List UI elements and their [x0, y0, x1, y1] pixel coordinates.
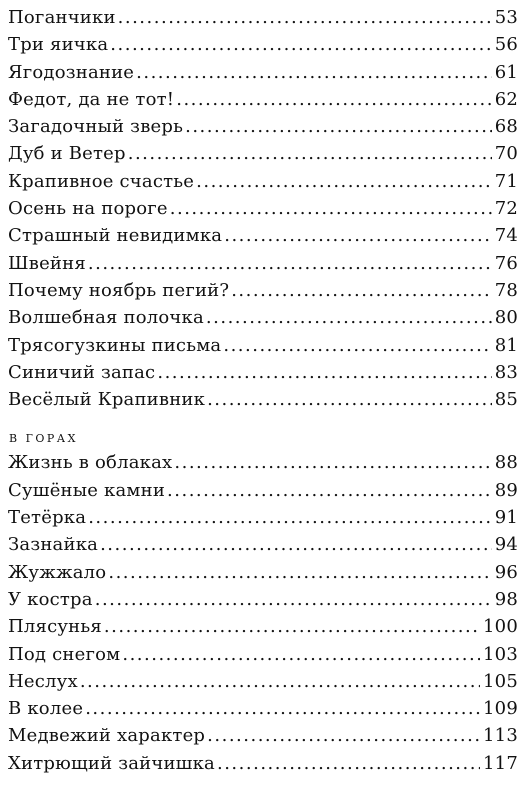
toc-entry-title: Хитрющий зайчишка	[8, 752, 215, 774]
toc-entry	[8, 695, 518, 722]
toc-leader-dots	[88, 504, 492, 531]
toc-entry-title: Трясогузкины письма	[8, 334, 222, 356]
toc-leader-dots	[95, 586, 492, 613]
toc-entry-page: 71	[494, 170, 518, 192]
toc-entry-title: Жужжало	[8, 561, 107, 583]
toc-leader-dots	[170, 195, 492, 222]
toc-entry	[8, 586, 518, 613]
toc-entry-title: Швейня	[8, 252, 86, 274]
toc-entry	[8, 477, 518, 504]
section-heading: В ГОРАХ	[9, 432, 78, 446]
toc-entry-page: 89	[494, 479, 518, 501]
toc-entry-page: 105	[483, 670, 518, 692]
toc-entry-title: Сушёные камни	[8, 479, 166, 501]
toc-entry-page: 68	[494, 116, 518, 138]
toc-entry	[8, 195, 518, 222]
toc-entry-page: 91	[494, 507, 518, 529]
toc-entry	[8, 750, 518, 777]
toc-entry-page: 83	[494, 361, 518, 383]
toc-leader-dots	[122, 641, 480, 668]
toc-leader-dots	[108, 559, 491, 586]
toc-entry	[8, 722, 518, 749]
toc-leader-dots	[80, 668, 480, 695]
toc-leader-dots	[196, 168, 492, 195]
toc-leader-dots	[217, 750, 480, 777]
toc-entry	[8, 359, 518, 386]
toc-entry-title: Федот, да не тот!	[8, 88, 175, 110]
section-gap	[8, 413, 518, 429]
toc-leader-dots	[176, 86, 491, 113]
toc-entry	[8, 668, 518, 695]
toc-section-part2	[8, 449, 518, 777]
toc-entry	[8, 449, 518, 476]
toc-entry	[8, 304, 518, 331]
toc-entry	[8, 140, 518, 167]
toc-leader-dots	[174, 449, 491, 476]
toc-entry	[8, 332, 518, 359]
toc-entry-title: Три яичка	[8, 34, 109, 56]
toc-entry-title: Осень на пороге	[8, 198, 168, 220]
toc-entry-title: Синичий запас	[8, 361, 156, 383]
toc-entry-title: Зазнайка	[8, 534, 99, 556]
toc-entry-page: 70	[494, 143, 518, 165]
toc-entry-page: 113	[483, 725, 518, 747]
toc-entry-page: 61	[494, 61, 518, 83]
toc-entry	[8, 641, 518, 668]
toc-entry	[8, 531, 518, 558]
toc-entry	[8, 250, 518, 277]
table-of-contents	[8, 4, 518, 777]
toc-entry-title: Тетёрка	[8, 507, 87, 529]
toc-entry	[8, 168, 518, 195]
toc-entry-page: 81	[494, 334, 518, 356]
toc-entry	[8, 559, 518, 586]
toc-leader-dots	[128, 140, 492, 167]
toc-leader-dots	[118, 4, 492, 31]
toc-entry-title: Крапивное счастье	[8, 170, 195, 192]
toc-entry	[8, 277, 518, 304]
toc-entry-title: Загадочный зверь	[8, 116, 184, 138]
toc-entry-page: 62	[494, 88, 518, 110]
toc-leader-dots	[110, 31, 491, 58]
toc-leader-dots	[207, 722, 480, 749]
toc-entry-page: 88	[494, 452, 518, 474]
toc-entry	[8, 504, 518, 531]
toc-leader-dots	[100, 531, 492, 558]
toc-entry-title: Дуб и Ветер	[8, 143, 126, 165]
toc-leader-dots	[157, 359, 491, 386]
toc-entry-title: Неслух	[8, 670, 78, 692]
toc-entry-page: 76	[494, 252, 518, 274]
toc-leader-dots	[223, 332, 491, 359]
toc-entry-title: Почему ноябрь пегий?	[8, 279, 230, 301]
toc-entry-title: Медвежий характер	[8, 725, 206, 747]
toc-entry-page: 117	[483, 752, 518, 774]
toc-entry	[8, 31, 518, 58]
toc-leader-dots	[88, 250, 492, 277]
toc-entry-title: У костра	[8, 588, 93, 610]
toc-entry-title: Плясунья	[8, 616, 102, 638]
toc-leader-dots	[207, 386, 492, 413]
toc-entry-page: 103	[483, 643, 518, 665]
toc-entry	[8, 86, 518, 113]
toc-entry	[8, 4, 518, 31]
toc-section-part1	[8, 4, 518, 413]
toc-entry-page: 100	[483, 616, 518, 638]
toc-leader-dots	[206, 304, 492, 331]
toc-entry-title: Поганчики	[8, 7, 116, 28]
toc-leader-dots	[185, 113, 492, 140]
toc-entry-page: 56	[494, 34, 518, 56]
toc-entry-title: В колее	[8, 698, 84, 720]
toc-entry	[8, 113, 518, 140]
toc-entry-page: 74	[494, 225, 518, 247]
toc-entry-page: 72	[494, 198, 518, 220]
toc-entry-page: 80	[494, 307, 518, 329]
toc-entry	[8, 59, 518, 86]
toc-entry-title: Жизнь в облаках	[8, 452, 173, 474]
toc-leader-dots	[85, 695, 480, 722]
toc-leader-dots	[104, 613, 480, 640]
toc-leader-dots	[231, 277, 491, 304]
toc-entry-title: Под снегом	[8, 643, 121, 665]
toc-entry	[8, 222, 518, 249]
toc-entry-title: Весёлый Крапивник	[8, 389, 206, 411]
toc-entry-title: Страшный невидимка	[8, 225, 223, 247]
toc-entry-title: Ягодознание	[8, 61, 135, 83]
toc-entry	[8, 386, 518, 413]
toc-entry-page: 109	[483, 698, 518, 720]
toc-leader-dots	[224, 222, 491, 249]
toc-entry-page: 78	[494, 279, 518, 301]
toc-leader-dots	[136, 59, 492, 86]
toc-entry-title: Волшебная полочка	[8, 307, 204, 329]
toc-entry-page: 94	[494, 534, 518, 556]
toc-entry-page: 96	[494, 561, 518, 583]
toc-entry-page: 85	[494, 389, 518, 411]
toc-entry	[8, 613, 518, 640]
toc-entry-page: 53	[494, 7, 518, 28]
toc-entry-page: 98	[494, 588, 518, 610]
toc-leader-dots	[167, 477, 492, 504]
